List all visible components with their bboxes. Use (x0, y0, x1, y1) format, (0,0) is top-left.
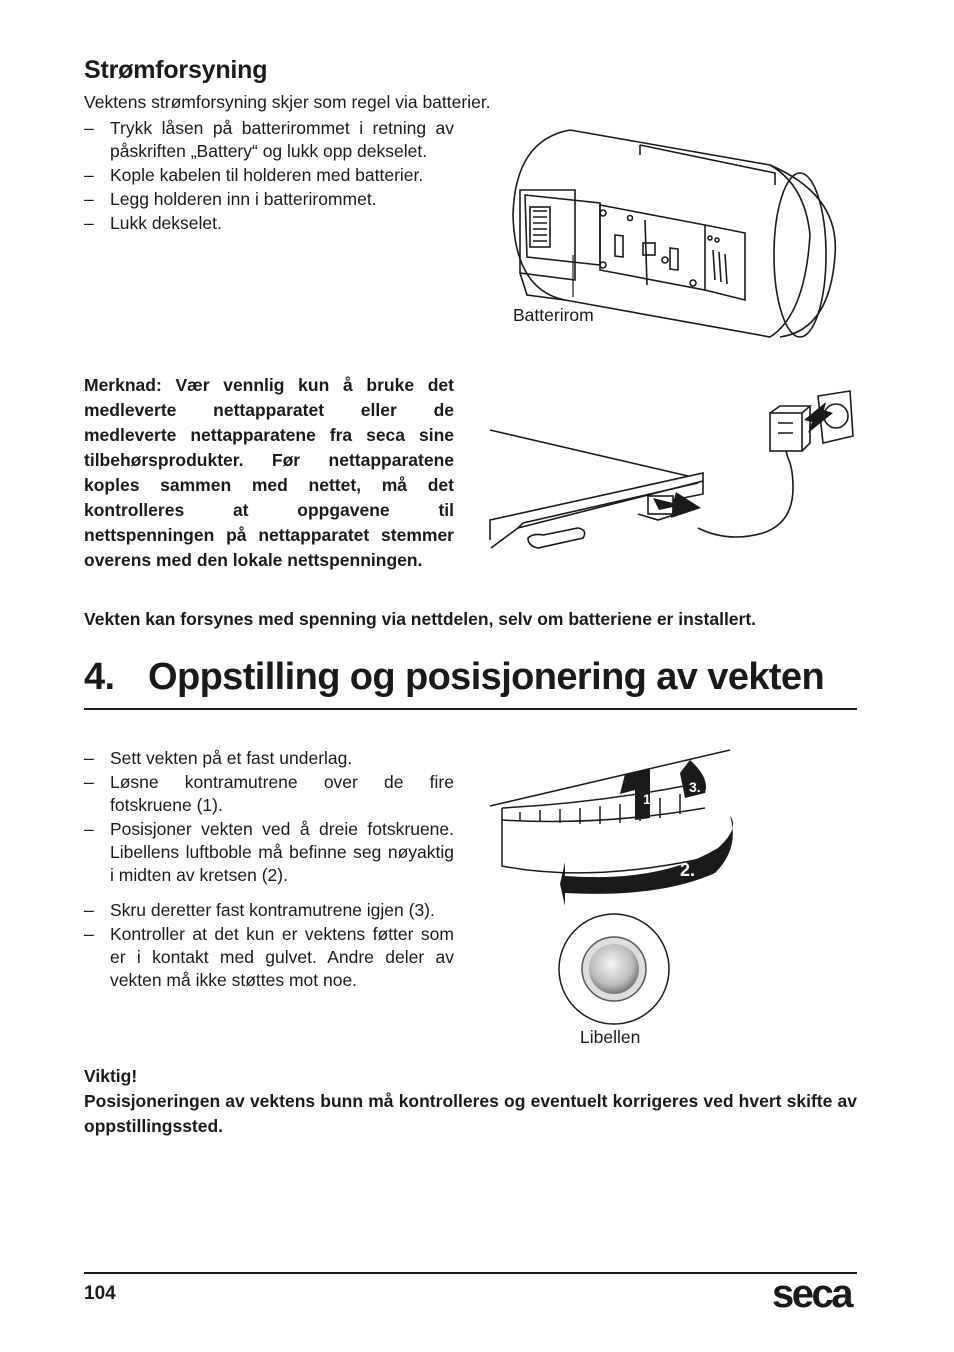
page-number: 104 (84, 1283, 116, 1304)
setup-steps-list (84, 747, 454, 993)
arrow-label-3: 3. (689, 779, 701, 795)
chapter-rule (84, 708, 857, 710)
section-title: Strømforsyning (84, 56, 268, 84)
list-item: – Skru deretter fast kontramutrene igjen (3). (84, 899, 454, 922)
list-item: – Trykk låsen på batterirommet i retning av påskriften „Battery“ og lukk opp dekselet. (84, 117, 454, 163)
important-note (84, 1064, 857, 1139)
seca-logo: seca (772, 1272, 851, 1316)
power-steps-list (84, 117, 454, 236)
important-heading: Viktig! (84, 1066, 138, 1086)
battery-figure-caption: Batterirom (513, 305, 594, 325)
list-item: – Lukk dekselet. (84, 212, 454, 235)
section-intro: Vektens strømforsyning skjer som regel via batterier. (84, 92, 491, 112)
foot-screw-illustration (490, 748, 740, 908)
power-adapter-note-2: Vekten kan forsynes med spenning via nettdelen, selv om batteriene er installert. (84, 609, 757, 629)
list-item: – Legg holderen inn i batterirommet. (84, 188, 454, 211)
spirit-level-illustration (557, 912, 671, 1026)
power-adapter-note: Merknad: Vær vennlig kun å bruke det medleverte nettapparatet eller de medleverte nettapparatene fra seca sine tilbehørsprodukter. Før nettapparatene koples sammen med nettet, må det kontrolleres at oppgavene til nettspenningen på nettapparatet stemmer overens med den lokale nettspenningen. (84, 375, 454, 570)
list-item: – Posisjoner vekten ved å dreie fotskruene. Libellens luftboble må befinne seg nøyaktig i midten av kretsen (2). (84, 818, 454, 887)
important-text: Posisjoneringen av vektens bunn må kontrolleres og eventuelt korrigeres ved hvert skifte av oppstillingssted. (84, 1091, 857, 1136)
arrow-label-2: 2. (680, 860, 696, 880)
footer-rule (84, 1272, 857, 1274)
chapter-title: Oppstilling og posisjonering av vekten (148, 656, 825, 698)
chapter-number: 4. (84, 656, 115, 698)
chapter-heading (84, 656, 824, 699)
list-item: – Løsne kontramutrene over de fire fotskruene (1). (84, 771, 454, 817)
list-item: – Kontroller at det kun er vektens føtter som er i kontakt med gulvet. Andre deler av vekten må ikke støttes mot noe. (84, 923, 454, 992)
arrow-label-1: 1. (643, 791, 655, 807)
list-item: – Sett vekten på et fast underlag. (84, 747, 454, 770)
list-item: – Kople kabelen til holderen med batterier. (84, 164, 454, 187)
level-caption: Libellen (580, 1027, 641, 1047)
power-adapter-illustration (488, 388, 858, 558)
